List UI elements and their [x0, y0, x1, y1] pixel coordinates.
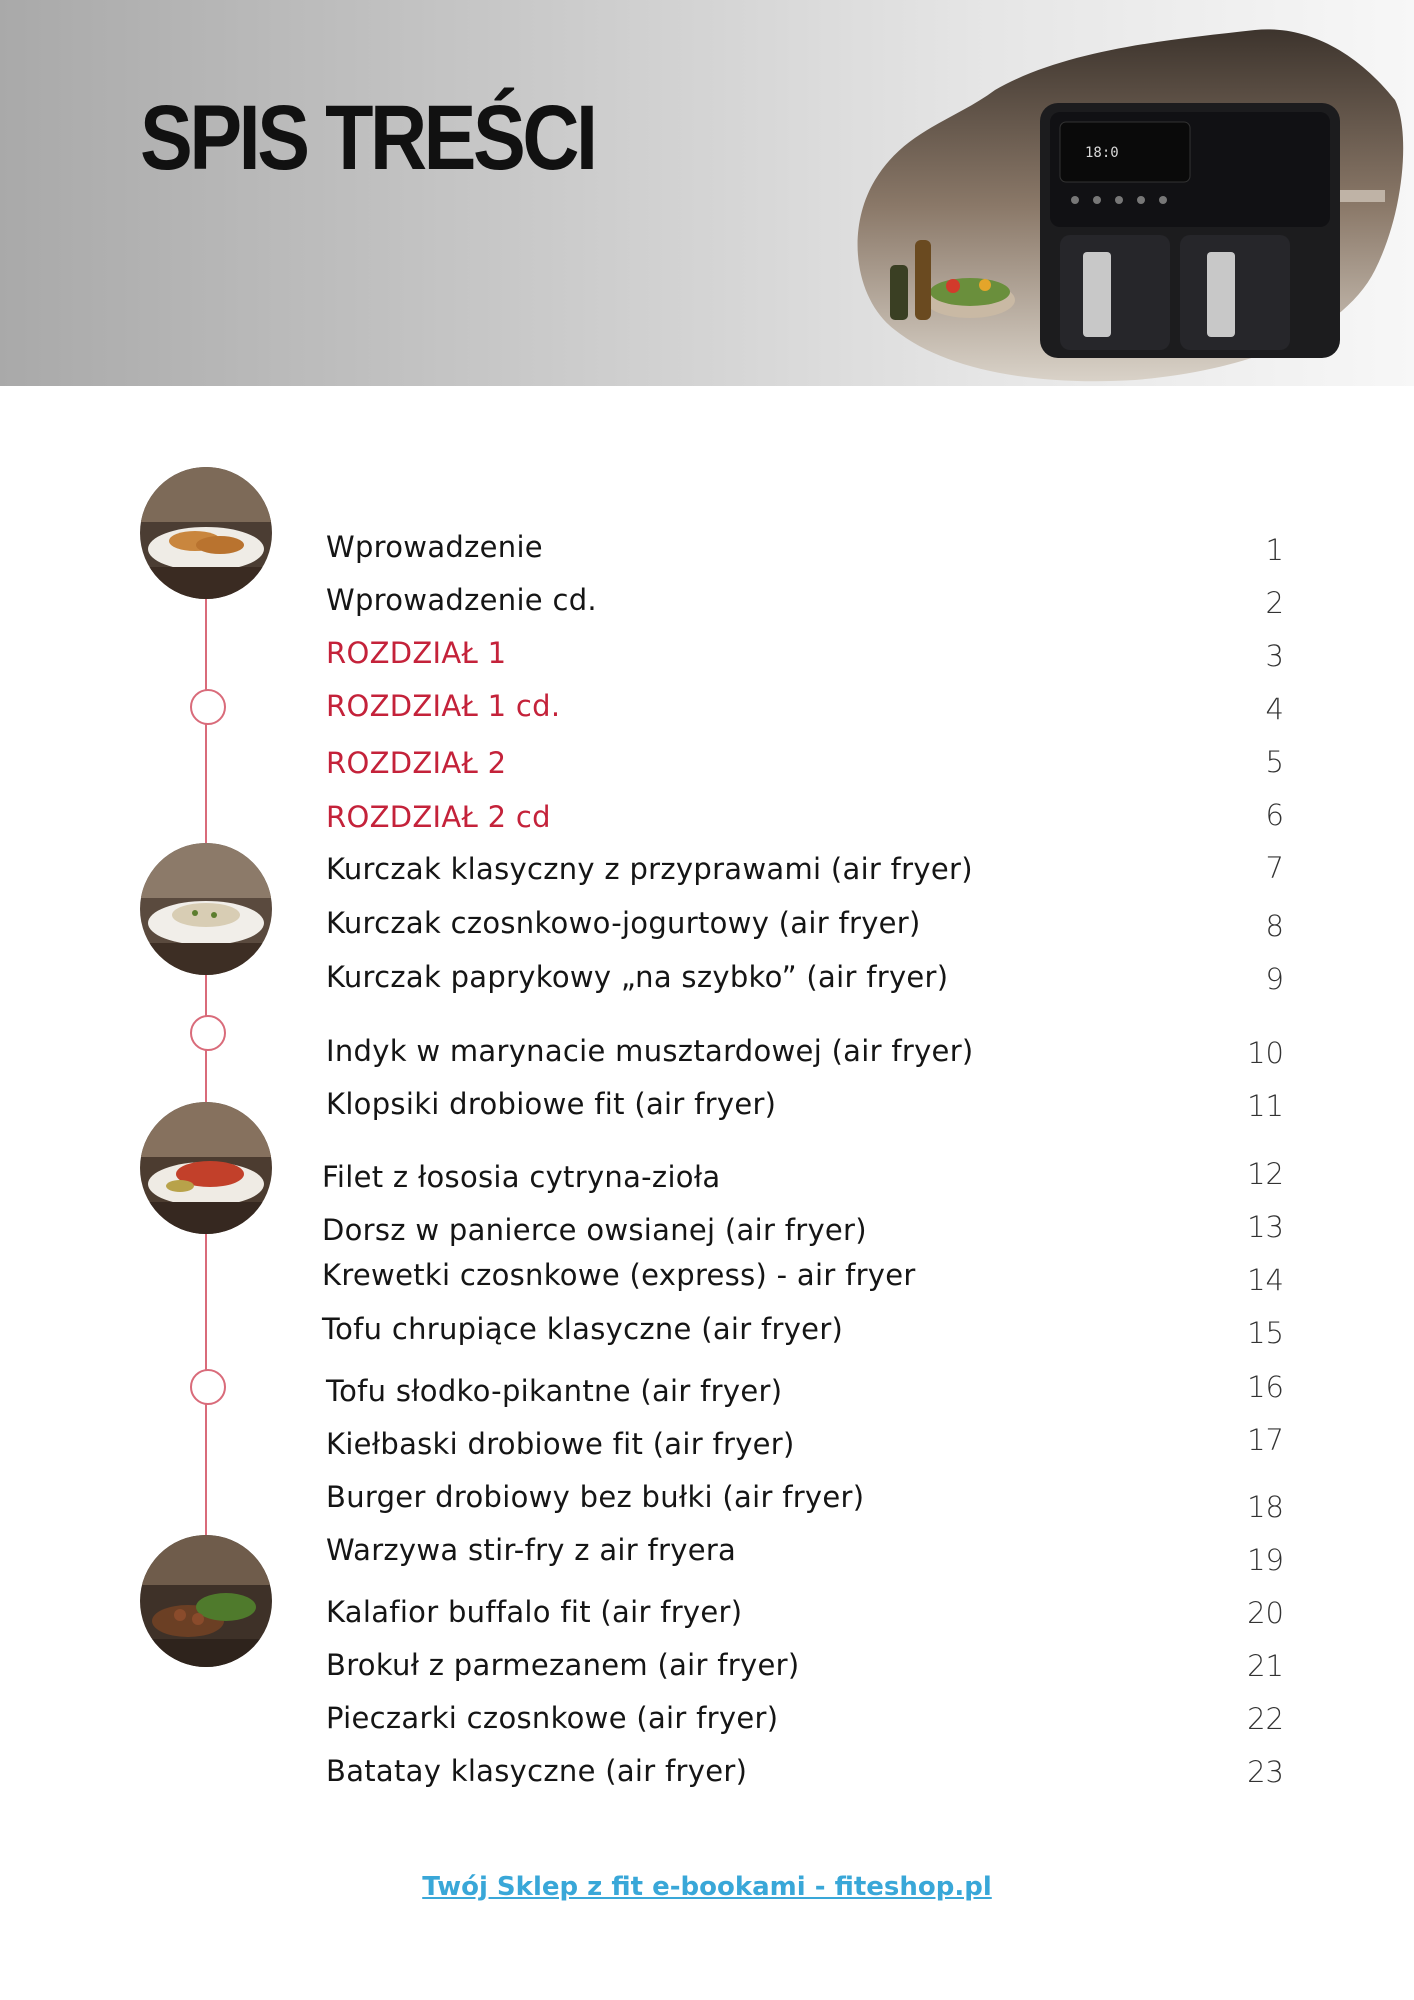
toc-page-number: 7 [1265, 851, 1284, 885]
timeline-ring [190, 689, 226, 725]
toc-page-number: 9 [1265, 962, 1284, 996]
toc-page-number: 14 [1247, 1263, 1284, 1297]
toc-entry-label: Wprowadzenie [326, 530, 543, 564]
toc-page-number: 19 [1247, 1543, 1284, 1577]
toc-chapter-label: ROZDZIAŁ 2 cd [326, 800, 551, 834]
toc-page-number: 5 [1265, 745, 1284, 779]
toc-entry-label: Tofu słodko-pikantne (air fryer) [326, 1374, 783, 1408]
toc-chapter-label: ROZDZIAŁ 1 [326, 636, 507, 670]
chicken-dish-photo [140, 467, 272, 599]
footer-shop-link[interactable]: Twój Sklep z fit e-bookami - fiteshop.pl [422, 1872, 992, 1902]
toc-page-number: 10 [1247, 1036, 1284, 1070]
toc-chapter-label: ROZDZIAŁ 2 [326, 746, 507, 780]
paprika-chicken-photo [140, 1102, 272, 1234]
toc-entry-label: Filet z łososia cytryna-zioła [322, 1160, 721, 1194]
toc-entry-label: Kurczak paprykowy „na szybko” (air fryer) [326, 960, 949, 994]
toc-page-number: 3 [1265, 639, 1284, 673]
toc-entry-label: Kiełbaski drobiowe fit (air fryer) [326, 1427, 795, 1461]
toc-entry-label: Batatay klasyczne (air fryer) [326, 1754, 748, 1788]
toc-page-number: 15 [1247, 1316, 1284, 1350]
yogurt-chicken-photo [140, 843, 272, 975]
toc-page-number: 11 [1247, 1089, 1284, 1123]
toc-page-number: 22 [1247, 1702, 1284, 1736]
toc-page-number: 17 [1247, 1423, 1284, 1457]
toc-entry-label: Pieczarki czosnkowe (air fryer) [326, 1701, 779, 1735]
toc-entry-label: Klopsiki drobiowe fit (air fryer) [326, 1087, 777, 1121]
toc-entry-label: Krewetki czosnkowe (express) - air fryer [322, 1258, 916, 1292]
toc-page-number: 4 [1265, 692, 1284, 726]
toc-entry-label: Kalafior buffalo fit (air fryer) [326, 1595, 743, 1629]
toc-page-number: 18 [1247, 1490, 1284, 1524]
toc-chapter-label: ROZDZIAŁ 1 cd. [326, 689, 561, 723]
toc-entry-label: Wprowadzenie cd. [326, 583, 597, 617]
toc-entry-label: Tofu chrupiące klasyczne (air fryer) [322, 1312, 844, 1346]
header-banner [0, 0, 1414, 386]
toc-page-number: 2 [1265, 586, 1284, 620]
toc-page-number: 20 [1247, 1596, 1284, 1630]
svg-text:18:0: 18:0 [1085, 145, 1119, 161]
toc-page-number: 8 [1265, 909, 1284, 943]
toc-entry-label: Burger drobiowy bez bułki (air fryer) [326, 1480, 865, 1514]
toc-page-number: 12 [1247, 1157, 1284, 1191]
toc-page-number: 13 [1247, 1210, 1284, 1244]
toc-entry-label: Indyk w marynacie musztardowej (air fryer) [326, 1034, 974, 1068]
air-fryer-hero-image [835, 10, 1414, 386]
vegetables-dish-photo [140, 1535, 272, 1667]
timeline-ring [190, 1015, 226, 1051]
toc-entry-label: Kurczak klasyczny z przyprawami (air fryer) [326, 852, 973, 886]
toc-page-number: 23 [1247, 1755, 1284, 1789]
toc-entry-label: Dorsz w panierce owsianej (air fryer) [322, 1213, 867, 1247]
toc-entry-label: Warzywa stir-fry z air fryera [326, 1533, 737, 1567]
toc-page-number: 1 [1265, 533, 1284, 567]
toc-entry-label: Kurczak czosnkowo-jogurtowy (air fryer) [326, 906, 921, 940]
toc-page-number: 21 [1247, 1649, 1284, 1683]
toc-page-number: 6 [1265, 798, 1284, 832]
timeline-ring [190, 1369, 226, 1405]
toc-entry-label: Brokuł z parmezanem (air fryer) [326, 1648, 800, 1682]
page-title: SPIS TREŚCI [140, 87, 595, 189]
toc-page-number: 16 [1247, 1370, 1284, 1404]
